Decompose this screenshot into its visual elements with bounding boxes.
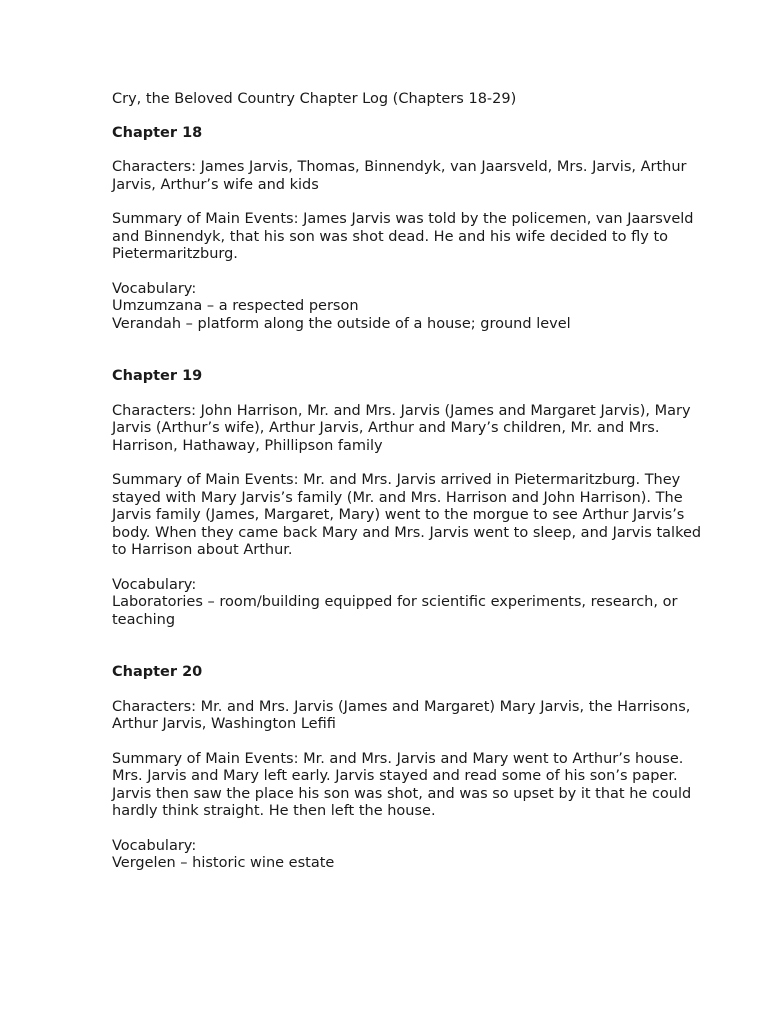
chapter-characters: Characters: John Harrison, Mr. and Mrs. Jarvis (James and Margaret Jarvis), Mary Jarvis (Arthur’s wife), Arthur Jarvis, Arthur and Mary’s children, Mr. and Mrs. Harrison, Hathaway, Phillipson family: [112, 402, 691, 454]
chapter-vocabulary: [112, 577, 712, 630]
chapter-characters: Characters: James Jarvis, Thomas, Binnendyk, van Jaarsveld, Mrs. Jarvis, Arthur Jarvis, Arthur’s wife and kids: [112, 159, 687, 193]
chapter-summary: Summary of Main Events: James Jarvis was told by the policemen, van Jaarsveld and Binnendyk, that his son was shot dead. He and his wife decided to fly to Pietermaritzburg.: [112, 211, 694, 262]
chapter-characters: Characters: Mr. and Mrs. Jarvis (James and Margaret) Mary Jarvis, the Harrisons, Arthur Jarvis, Washington Lefifi: [112, 698, 691, 732]
vocabulary-list: [112, 855, 712, 873]
chapter-section: [112, 664, 712, 873]
chapter-section: [112, 125, 712, 369]
chapter-heading: Chapter 19: [112, 368, 203, 384]
chapter-heading: Chapter 18: [112, 124, 203, 141]
vocabulary-list: [112, 594, 712, 629]
chapter-summary: Summary of Main Events: Mr. and Mrs. Jarvis and Mary went to Arthur’s house. Mrs. Jarvis and Mary left early. Jarvis stayed and read some of his son’s paper. Jarvis then saw the place his son was shot, and was so upset by it that he could hardly think straight. He then left the house.: [112, 750, 692, 819]
vocabulary-label: Vocabulary:: [112, 280, 197, 297]
vocabulary-item: Vergelen – historic wine estate: [112, 855, 335, 871]
chapter-spacer: [112, 629, 712, 664]
chapter-vocabulary: [112, 281, 712, 334]
vocabulary-item: Umzumzana – a respected person: [112, 298, 359, 314]
vocabulary-item: Verandah – platform along the outside of a house; ground level: [112, 315, 571, 332]
vocabulary-label: Vocabulary:: [112, 837, 197, 854]
vocabulary-label: Vocabulary:: [112, 576, 197, 593]
chapter-summary: Summary of Main Events: Mr. and Mrs. Jarvis arrived in Pietermaritzburg. They stayed with Mary Jarvis’s family (Mr. and Mrs. Harrison and John Harrison). The Jarvis family (James, Margaret, Mary) went to the morgue to see Arthur Jarvis’s body. When they came back Mary and Mrs. Jarvis went to sleep, and Jarvis talked to Harrison about Arthur.: [112, 472, 702, 558]
vocabulary-item: Laboratories – room/building equipped for scientific experiments, research, or teaching: [112, 594, 678, 628]
document-page: [112, 91, 712, 873]
chapter-vocabulary: [112, 838, 712, 873]
chapter-heading: Chapter 20: [112, 664, 203, 680]
vocabulary-list: [112, 298, 712, 333]
document-title: Cry, the Beloved Country Chapter Log (Chapters 18-29): [112, 91, 517, 107]
chapter-spacer: [112, 333, 712, 368]
chapter-section: [112, 368, 712, 664]
